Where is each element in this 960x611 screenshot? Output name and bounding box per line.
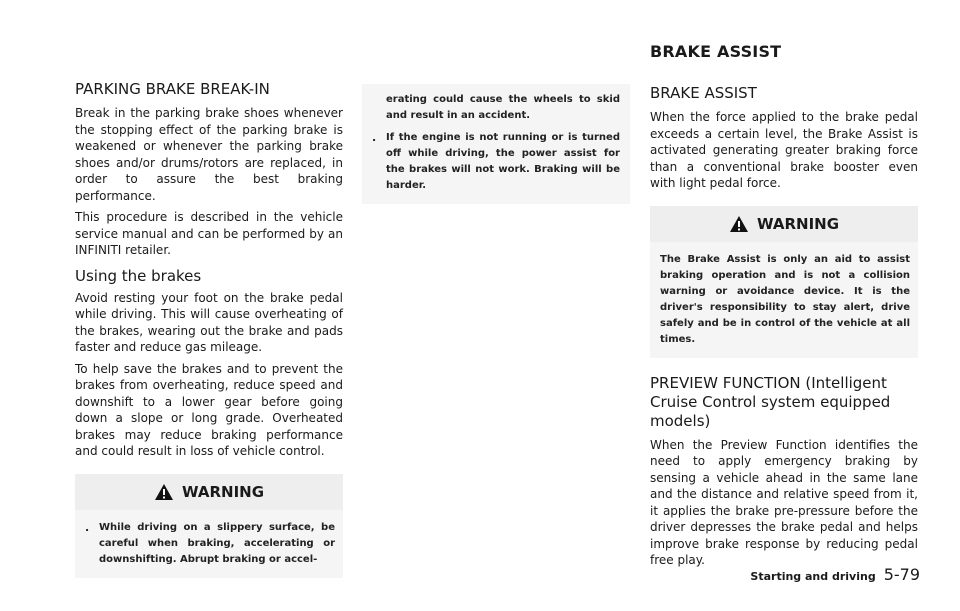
paragraph: This procedure is described in the vehicle service manual and can be performed by an INFINITI retailer. <box>75 210 343 257</box>
bullet-mark: . <box>372 131 377 144</box>
section-heading-preview-function: PREVIEW FUNCTION (Intelligent Cruise Control system equipped models) <box>650 373 891 430</box>
warning-text: The Brake Assist is only an aid to assist braking operation and is not a collision warning or avoidance device. It is the driver's responsibility to stay alert, drive safely and be in control of the vehicle at all times. <box>660 253 910 345</box>
warning-box <box>650 206 918 358</box>
warning-triangle-icon <box>729 215 749 233</box>
warning-bullet-text: While driving on a slippery surface, be careful when braking, accelerating or downshifting. Abrupt braking or accel- <box>99 521 335 565</box>
warning-header <box>75 474 343 510</box>
warning-bullet <box>85 520 335 568</box>
footer-section-name: Starting and driving <box>750 570 876 583</box>
running-header: BRAKE ASSIST <box>650 42 782 61</box>
subheading-using-brakes: Using the brakes <box>75 266 202 285</box>
warning-box <box>75 474 343 578</box>
warning-bullet-text: erating could cause the wheels to skid and result in an accident. <box>386 94 620 121</box>
warning-bullet <box>372 130 620 194</box>
column-left <box>75 80 343 578</box>
warning-body <box>75 510 343 578</box>
warning-body <box>650 242 918 358</box>
paragraph: Break in the parking brake shoes whenever the stopping effect of the parking brake is weakened or whenever the parking brake shoes and/or drums/rotors are replaced, in order to assure the best braking performance. <box>75 106 343 203</box>
warning-label: WARNING <box>181 482 265 501</box>
section-heading-parking-brake: PARKING BRAKE BREAK-IN <box>75 80 270 98</box>
warning-label: WARNING <box>756 214 840 233</box>
page-footer <box>750 565 920 584</box>
warning-header <box>650 206 918 242</box>
paragraph: When the force applied to the brake pedal exceeds a certain level, the Brake Assist is activated generating greater braking force than a conventional brake booster even with light pedal force. <box>650 110 918 190</box>
column-right <box>650 84 918 574</box>
bullet-mark: . <box>85 520 90 534</box>
paragraph: When the Preview Function identifies the need to apply emergency braking by sensing a vehicle ahead in the same lane and the distance and relative speed from it, it applies the brake pre-pressure before the driver depresses the brake pedal and helps improve brake response by reducing pedal free play. <box>650 437 918 567</box>
column-middle <box>362 84 630 204</box>
warning-body-continued <box>362 84 630 204</box>
warning-bullet-continued <box>372 92 620 124</box>
page-number: 5-79 <box>883 565 920 584</box>
warning-triangle-icon <box>154 483 174 501</box>
paragraph: Avoid resting your foot on the brake pedal while driving. This will cause overheating of the brakes, wearing out the brake and pads faster and reduce gas mileage. <box>75 290 343 354</box>
paragraph: To help save the brakes and to prevent the brakes from overheating, reduce speed and downshift to a lower gear before going down a slope or long grade. Overheated brakes may reduce braking performance and could result in loss of vehicle control. <box>75 361 343 458</box>
section-heading-brake-assist: BRAKE ASSIST <box>650 84 757 102</box>
warning-bullet-text: If the engine is not running or is turned off while driving, the power assist for the brakes will not work. Braking will be harder. <box>386 132 620 191</box>
